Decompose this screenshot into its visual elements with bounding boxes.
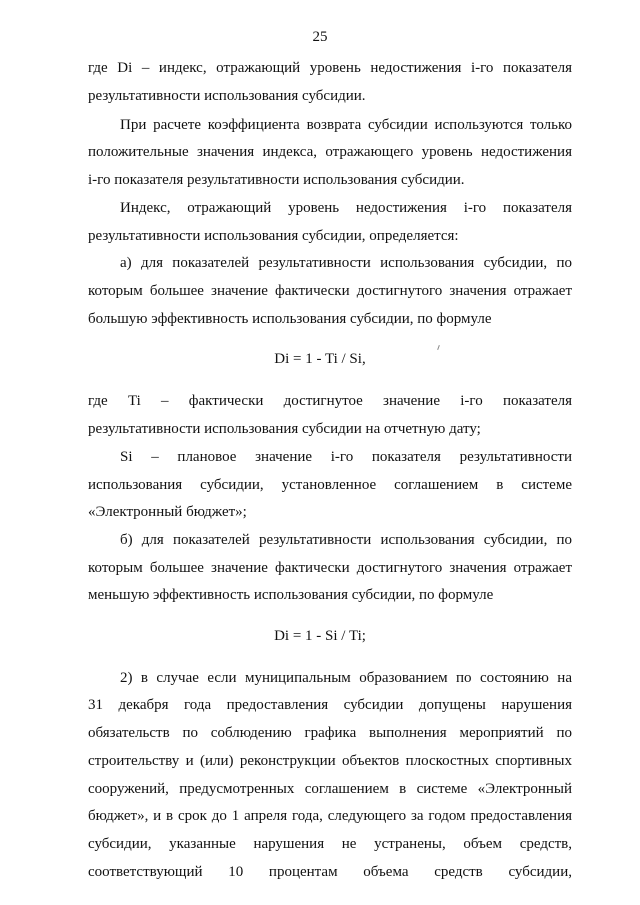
text-line: «Электронный бюджет»; <box>88 504 247 520</box>
paragraph-first-line: Si – плановое значение i-го показателя результативности <box>120 449 572 465</box>
paragraph-first-line: При расчете коэффициента возврата субсидии используются только <box>120 117 572 133</box>
text-line: сооружений, предусмотренных соглашением в системе «Электронный <box>88 781 572 797</box>
text-line: 31 декабря года предоставления субсидии допущены нарушения <box>88 697 572 713</box>
text-line: где Ti – фактически достигнутое значение i-го показателя <box>88 393 572 409</box>
paragraph-first-line: а) для показателей результативности использования субсидии, по <box>120 255 572 271</box>
text-line: которым большее значение фактически достигнутого значения отражает <box>88 560 572 576</box>
text-line: результативности использования субсидии. <box>88 88 366 104</box>
text-line: положительные значения индекса, отражающего уровень недостижения <box>88 144 572 160</box>
text-line: использования субсидии, установленное соглашением в системе <box>88 477 572 493</box>
paragraph-first-line: б) для показателей результативности использования субсидии, по <box>120 532 572 548</box>
text-line: бюджет», и в срок до 1 апреля года, следующего за годом предоставления <box>88 808 572 824</box>
paragraph-first-line: 2) в случае если муниципальным образованием по состоянию на <box>120 670 572 686</box>
formula: Di = 1 - Si / Ti; <box>274 628 366 644</box>
text-line: субсидии, указанные нарушения не устранены, объем средств, <box>88 836 572 852</box>
text-line: соответствующий 10 процентам объема средств субсидии, <box>88 864 572 880</box>
text-line: результативности использования субсидии, определяется: <box>88 228 459 244</box>
text-line: строительству и (или) реконструкции объектов плоскостных спортивных <box>88 753 572 769</box>
text-line: которым большее значение фактически достигнутого значения отражает <box>88 283 572 299</box>
text-line: i-го показателя результативности использования субсидии. <box>88 172 465 188</box>
text-line: результативности использования субсидии на отчетную дату; <box>88 421 481 437</box>
text-line: большую эффективность использования субсидии, по формуле <box>88 311 492 327</box>
page-number: 25 <box>312 29 328 45</box>
formula: Di = 1 - Ti / Si, <box>274 351 366 367</box>
text-line: меньшую эффективность использования субсидии, по формуле <box>88 587 494 603</box>
paragraph-first-line: Индекс, отражающий уровень недостижения i-го показателя <box>120 200 572 216</box>
text-line: обязательств по соблюдению графика выполнения мероприятий по <box>88 725 572 741</box>
text-line: где Di – индекс, отражающий уровень недостижения i-го показателя <box>88 60 572 76</box>
